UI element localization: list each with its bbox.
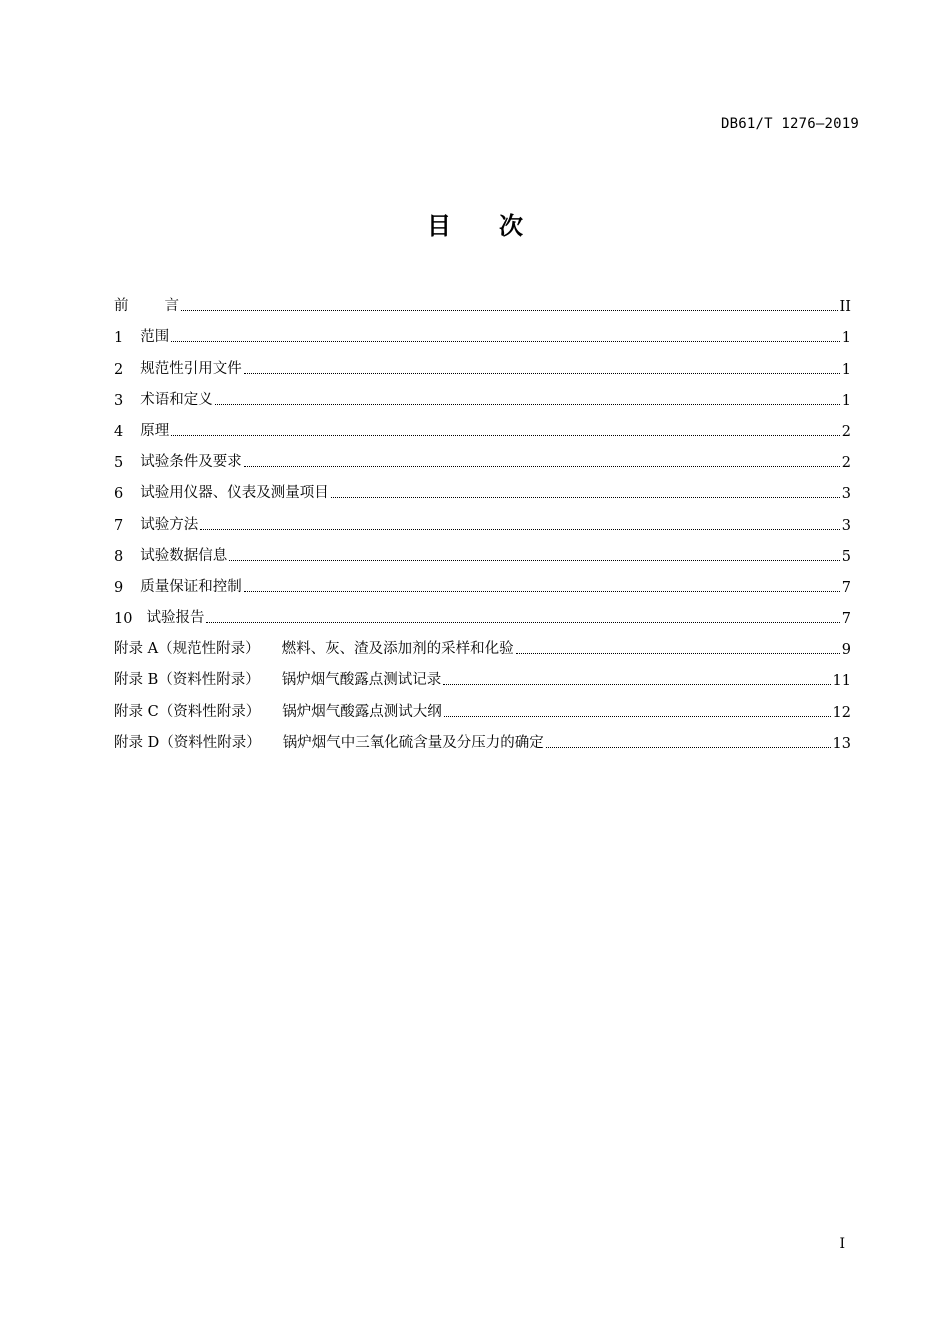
toc-entry-label: 术语和定义 — [140, 391, 213, 408]
toc-entry-label: 规范性引用文件 — [140, 360, 242, 377]
toc-entry-number: 8 — [114, 548, 124, 565]
toc-entry[interactable] — [114, 627, 851, 658]
toc-entry-label: 言 — [164, 298, 179, 315]
toc-entry[interactable] — [114, 658, 851, 689]
toc-entry[interactable] — [114, 502, 851, 533]
toc-entry[interactable] — [114, 440, 851, 471]
toc-entry-number: 9 — [114, 579, 124, 596]
toc-entry[interactable] — [114, 409, 851, 440]
toc-entry[interactable] — [114, 315, 851, 346]
toc-entry[interactable] — [114, 596, 851, 627]
toc-entry-number: 附录 D（资料性附录） — [114, 734, 261, 751]
toc-entry-number: 3 — [114, 392, 124, 409]
toc-entry-number: 2 — [114, 361, 124, 378]
toc-entry-page: 2 — [841, 423, 851, 440]
page-title — [0, 206, 950, 241]
toc-entry-label: 锅炉烟气酸露点测试记录 — [281, 672, 442, 689]
toc-entry-number: 附录 A（规范性附录） — [114, 641, 260, 658]
toc-leader-dots — [244, 591, 840, 592]
toc-entry-label: 范围 — [140, 329, 170, 346]
toc-leader-dots — [546, 747, 831, 748]
toc-entry-label: 试验数据信息 — [140, 547, 228, 564]
toc-entry-label: 试验用仪器、仪表及测量项目 — [140, 485, 329, 502]
toc-entry-page: 1 — [841, 392, 851, 409]
toc-entry-page: 7 — [841, 579, 851, 596]
document-code: DB61/T 1276—2019 — [720, 116, 859, 132]
toc-entry-label: 质量保证和控制 — [140, 578, 242, 595]
toc-entry-label: 锅炉烟气中三氧化硫含量及分压力的确定 — [282, 734, 544, 751]
toc-entry[interactable] — [114, 346, 851, 377]
toc-entry-number: 4 — [114, 423, 124, 440]
toc-entry[interactable] — [114, 721, 851, 752]
toc-entry-page: 1 — [841, 330, 851, 347]
toc-entry-label: 试验条件及要求 — [140, 454, 242, 471]
toc-leader-dots — [244, 466, 840, 467]
toc-entry-number: 6 — [114, 486, 124, 503]
toc-entry-page: 12 — [832, 704, 851, 721]
toc-entry-page: 9 — [841, 642, 851, 659]
toc-entry-page: 7 — [841, 611, 851, 628]
page-number: I — [839, 1236, 845, 1252]
title-second-char: 次 — [499, 212, 523, 240]
toc-entry-number: 5 — [114, 455, 124, 472]
toc-entry-number: 附录 C（资料性附录） — [114, 703, 261, 720]
toc-leader-dots — [215, 404, 840, 405]
toc-entry-label: 试验报告 — [146, 610, 205, 627]
toc-entry-number: 附录 B（资料性附录） — [114, 672, 260, 689]
toc-entry-page: 3 — [841, 486, 851, 503]
toc-entry[interactable] — [114, 689, 851, 720]
toc-entry-number: 前 — [114, 298, 129, 315]
toc-leader-dots — [516, 653, 840, 654]
toc-leader-dots — [171, 435, 840, 436]
toc-leader-dots — [443, 684, 830, 685]
toc-entry-page: 1 — [841, 361, 851, 378]
toc-entry[interactable] — [114, 534, 851, 565]
toc-entry[interactable] — [114, 565, 851, 596]
toc-leader-dots — [181, 310, 838, 311]
toc-leader-dots — [229, 560, 840, 561]
toc-entry-label: 锅炉烟气酸露点测试大纲 — [282, 703, 442, 720]
toc-entry-page: II — [839, 299, 851, 316]
toc-leader-dots — [444, 716, 831, 717]
toc-leader-dots — [331, 497, 840, 498]
toc-leader-dots — [244, 373, 840, 374]
toc-entry-number: 10 — [114, 611, 133, 628]
toc-entry-page: 3 — [841, 517, 851, 534]
toc-entry-page: 13 — [832, 735, 851, 752]
toc-entry-page: 5 — [841, 548, 851, 565]
toc-leader-dots — [200, 529, 840, 530]
toc-entry-page: 11 — [832, 673, 851, 690]
toc-entry-number: 1 — [114, 330, 124, 347]
toc-leader-dots — [171, 341, 840, 342]
toc-entry[interactable] — [114, 284, 851, 315]
table-of-contents — [114, 284, 851, 752]
toc-entry-page: 2 — [841, 455, 851, 472]
toc-entry-number: 7 — [114, 517, 124, 534]
toc-entry[interactable] — [114, 378, 851, 409]
toc-leader-dots — [206, 622, 839, 623]
toc-entry-label: 原理 — [140, 422, 170, 439]
title-first-char: 目 — [427, 212, 451, 240]
toc-entry-label: 燃料、灰、渣及添加剂的采样和化验 — [281, 641, 514, 658]
toc-entry[interactable] — [114, 471, 851, 502]
toc-entry-label: 试验方法 — [140, 516, 199, 533]
